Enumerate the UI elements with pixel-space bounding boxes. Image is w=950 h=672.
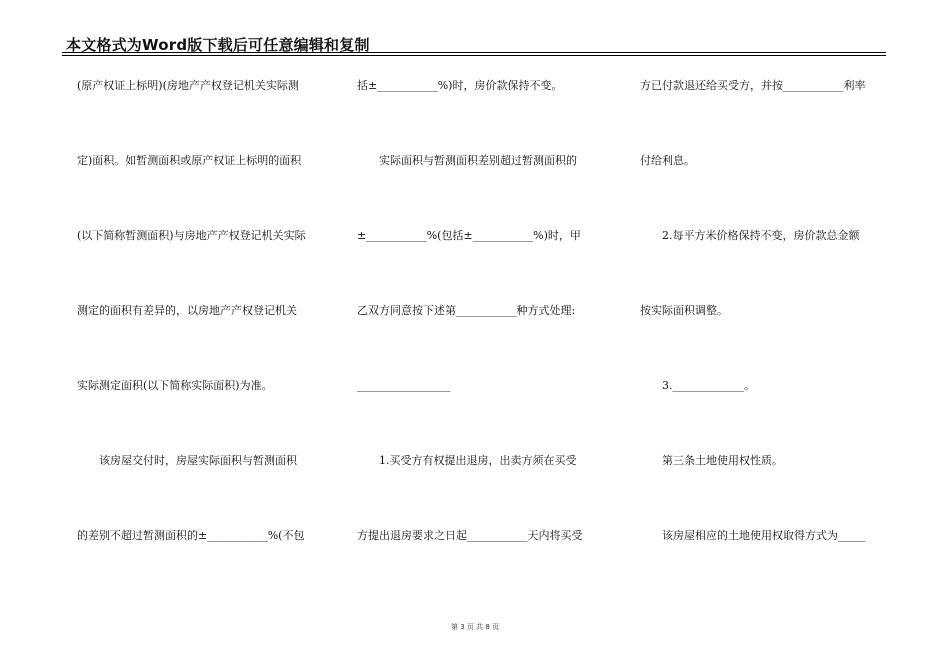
text-line: (以下简称暂测面积)与房地产产权登记机关实际 <box>77 229 306 242</box>
text-line: 按实际面积调整。 <box>640 304 728 317</box>
page-number: 第 3 页 共 8 页 <box>450 623 500 631</box>
text-line: 定)面积。如暂测面积或原产权证上标明的面积 <box>77 154 302 167</box>
text-line: 3._____________。 <box>662 379 755 392</box>
header-rule-thin <box>62 55 886 56</box>
text-line: 方已付款退还给买受方，并按___________利率 <box>640 79 866 92</box>
text-line: 方提出退房要求之日起___________天内将买受 <box>357 529 583 542</box>
text-line: 付给利息。 <box>640 154 695 167</box>
text-line: 乙双方同意按下述第___________种方式处理: <box>357 304 576 317</box>
text-line: (原产权证上标明)(房地产产权登记机关实际测 <box>77 79 299 92</box>
text-line: 2.每平方米价格保持不变，房价款总金额 <box>662 229 860 242</box>
text-line: 1.买受方有权提出退房，出卖方须在买受 <box>379 454 577 467</box>
header-rule-thick <box>62 52 886 53</box>
text-line: 括±___________%)时，房价款保持不变。 <box>357 79 563 92</box>
text-line: 该房屋交付时，房屋实际面积与暂测面积 <box>99 454 297 467</box>
document-header-title: 本文格式为Word版下载后可任意编辑和复制 <box>66 36 370 54</box>
text-line: 第三条土地使用权性质。 <box>662 454 783 467</box>
text-line: _________________ <box>357 379 451 392</box>
text-line: 测定的面积有差异的，以房地产产权登记机关 <box>77 304 297 317</box>
text-line: 实际测定面积(以下简称实际面积)为准。 <box>77 379 273 392</box>
text-line: ±___________%(包括±___________%)时，甲 <box>357 229 581 242</box>
text-line: 的差别不超过暂测面积的±___________%(不包 <box>77 529 305 542</box>
text-line: 该房屋相应的土地使用权取得方式为_____ <box>662 529 866 542</box>
text-line: 实际面积与暂测面积差别超过暂测面积的 <box>379 154 577 167</box>
